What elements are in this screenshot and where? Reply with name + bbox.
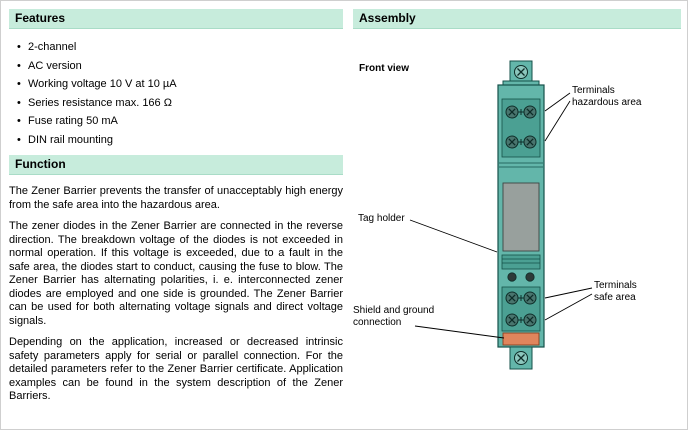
callout-line-safe-bottom: [545, 294, 592, 320]
callout-line-hazardous-top: [545, 93, 570, 111]
feature-item: • Series resistance max. 166 Ω: [17, 94, 343, 113]
front-view-label: Front view: [359, 63, 410, 74]
test-socket: [508, 273, 516, 281]
left-column: [9, 9, 343, 412]
label-shield-ground: Shield and ground connection: [353, 305, 435, 328]
callout-line-hazardous-bottom: [545, 101, 570, 141]
shield-segment: [503, 333, 539, 345]
assembly-header: Assembly: [353, 9, 681, 29]
feature-item: • DIN rail mounting: [17, 131, 343, 150]
callout-line-safe-top: [545, 288, 592, 298]
terminal-screw-icon: [506, 292, 518, 304]
label-tag-holder: Tag holder: [358, 213, 405, 224]
assembly-section: [353, 9, 681, 423]
features-list: [9, 38, 343, 149]
feature-item: • 2-channel: [17, 38, 343, 57]
feature-item: • AC version: [17, 57, 343, 76]
terminal-screw-icon: [506, 106, 518, 118]
terminal-screw-icon: [524, 314, 536, 326]
mounting-screw-icon: [515, 352, 528, 365]
label-strip: [502, 255, 540, 269]
terminal-screw-icon: [524, 136, 536, 148]
function-paragraph: The Zener Barrier prevents the transfer of unacceptably high energy from the safe area into the hazardous area.: [9, 185, 343, 211]
feature-item: • Working voltage 10 V at 10 µA: [17, 75, 343, 94]
label-terminals-safe: Terminals safe area: [594, 280, 637, 303]
label-terminals-hazardous: Terminals hazardous area: [572, 85, 642, 108]
function-paragraph: The zener diodes in the Zener Barrier are connected in the reverse direction. The breakdown voltage of the diodes is not exceeded in normal operation. If this voltage is exceeded, due to a fault in the safe area, the diodes start to conduct, causing the fuse to blow. The Zener Barrier has alternating polarities, i. e. interconnected zener diodes are employed and one side is grounded. The Zener Barrier can be used for both alternating voltage signals and direct voltage signals.: [9, 220, 343, 327]
terminal-screw-icon: [524, 292, 536, 304]
feature-item: • Fuse rating 50 mA: [17, 112, 343, 131]
function-paragraph: Depending on the application, increased or decreased intrinsic safety parameters apply for serial or parallel connection. For the detailed parameters refer to the Zener Barrier certificate. Application examples can be found in the system description of the Zener Barriers.: [9, 336, 343, 402]
terminal-screw-icon: [506, 314, 518, 326]
tag-holder-block: [503, 183, 539, 251]
function-header: Function: [9, 155, 343, 175]
test-socket: [526, 273, 534, 281]
device-drawing: [498, 61, 544, 369]
terminal-screw-icon: [524, 106, 536, 118]
terminal-screw-icon: [506, 136, 518, 148]
features-header: Features: [9, 9, 343, 29]
mounting-screw-icon: [515, 66, 528, 79]
